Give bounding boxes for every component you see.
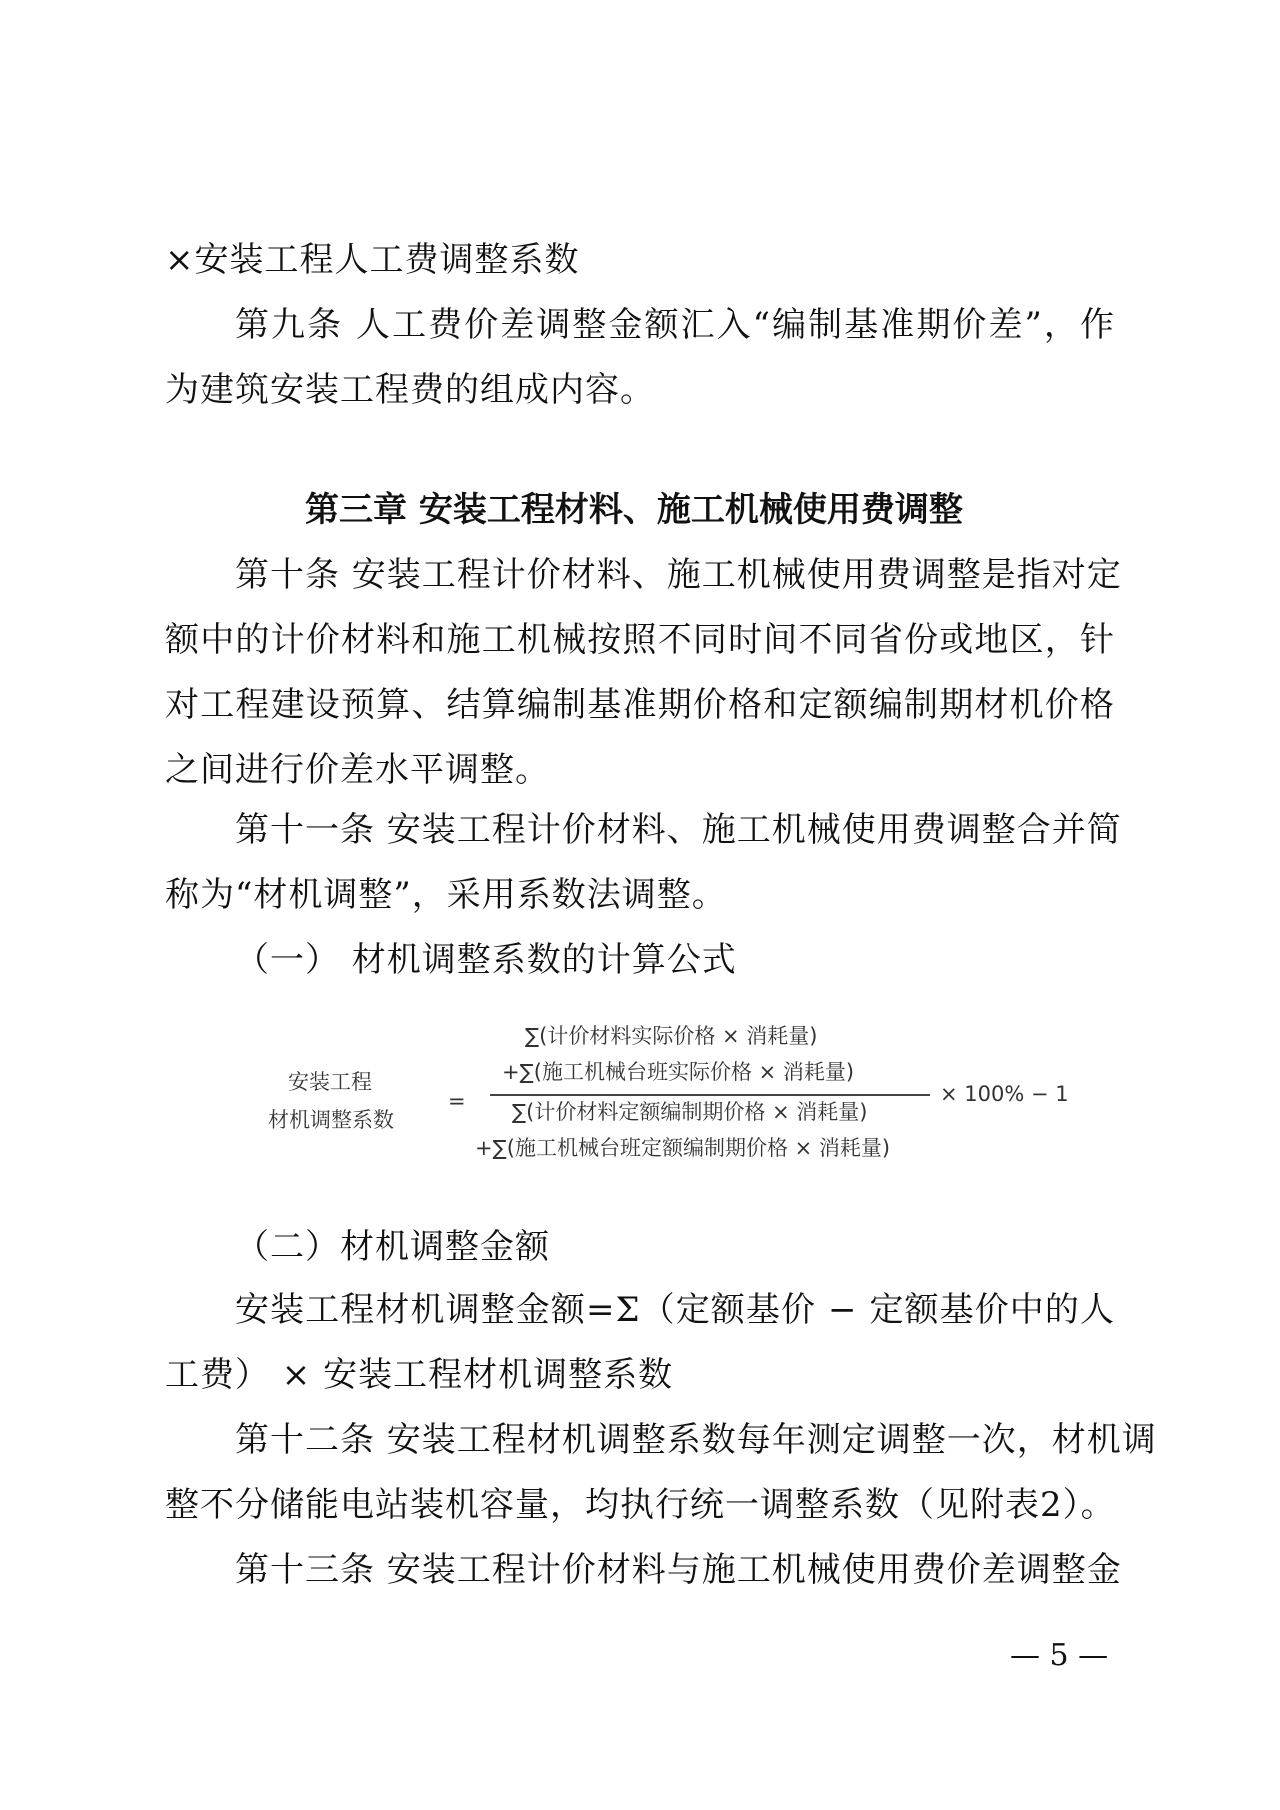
article10-line3: 对工程建设预算、结算编制基准期价格和定额编制期材机价格 <box>165 685 1115 725</box>
article13-line1: 第十三条 安装工程计价材料与施工机械使用费价差调整金 <box>235 1550 1122 1590</box>
adjustment-coefficient-formula <box>250 1020 1070 1180</box>
subsection-amount-heading: （二）材机调整金额 <box>235 1227 550 1267</box>
formula-numerator-line1: ∑(计价材料实际价格 × 消耗量) <box>525 1024 818 1048</box>
article10-line4: 之间进行价差水平调整。 <box>165 750 550 790</box>
article10-line1: 第十条 安装工程计价材料、施工机械使用费调整是指对定 <box>235 555 1122 595</box>
amount-formula-line1: 安装工程材机调整金额=Σ（定额基价 − 定额基价中的人 <box>235 1290 1115 1330</box>
amount-formula-line2: 工费） × 安装工程材机调整系数 <box>165 1355 674 1395</box>
text-line-continuation: ×安装工程人工费调整系数 <box>165 240 580 280</box>
article12-line2: 整不分储能电站装机容量，均执行统一调整系数（见附表2）。 <box>165 1485 1116 1525</box>
article12-line1: 第十二条 安装工程材机调整系数每年测定调整一次，材机调 <box>235 1420 1157 1460</box>
formula-tail: × 100% − 1 <box>940 1082 1069 1106</box>
article9-line1: 第九条 人工费价差调整金额汇入“编制基准期价差”，作 <box>235 305 1115 345</box>
article11-line2: 称为“材机调整”，采用系数法调整。 <box>165 875 727 915</box>
formula-lhs-line1: 安装工程 <box>288 1070 372 1094</box>
page-number: — 5 — <box>1010 1638 1109 1673</box>
subsection-formula-heading: （一） 材机调整系数的计算公式 <box>235 940 737 980</box>
article10-line2: 额中的计价材料和施工机械按照不同时间不同省份或地区，针 <box>165 620 1115 660</box>
article11-line1: 第十一条 安装工程计价材料、施工机械使用费调整合并简 <box>235 810 1122 850</box>
formula-numerator-line2: +∑(施工机械台班实际价格 × 消耗量) <box>502 1060 855 1084</box>
article9-line2: 为建筑安装工程费的组成内容。 <box>165 370 655 410</box>
formula-lhs-line2: 材机调整系数 <box>268 1108 394 1132</box>
chapter-heading: 第三章 安装工程材料、施工机械使用费调整 <box>305 490 963 530</box>
formula-denominator-line2: +∑(施工机械台班定额编制期价格 × 消耗量) <box>475 1136 891 1160</box>
formula-fraction-bar <box>490 1094 930 1096</box>
formula-denominator-line1: ∑(计价材料定额编制期价格 × 消耗量) <box>512 1100 868 1124</box>
formula-equals: = <box>448 1089 466 1113</box>
